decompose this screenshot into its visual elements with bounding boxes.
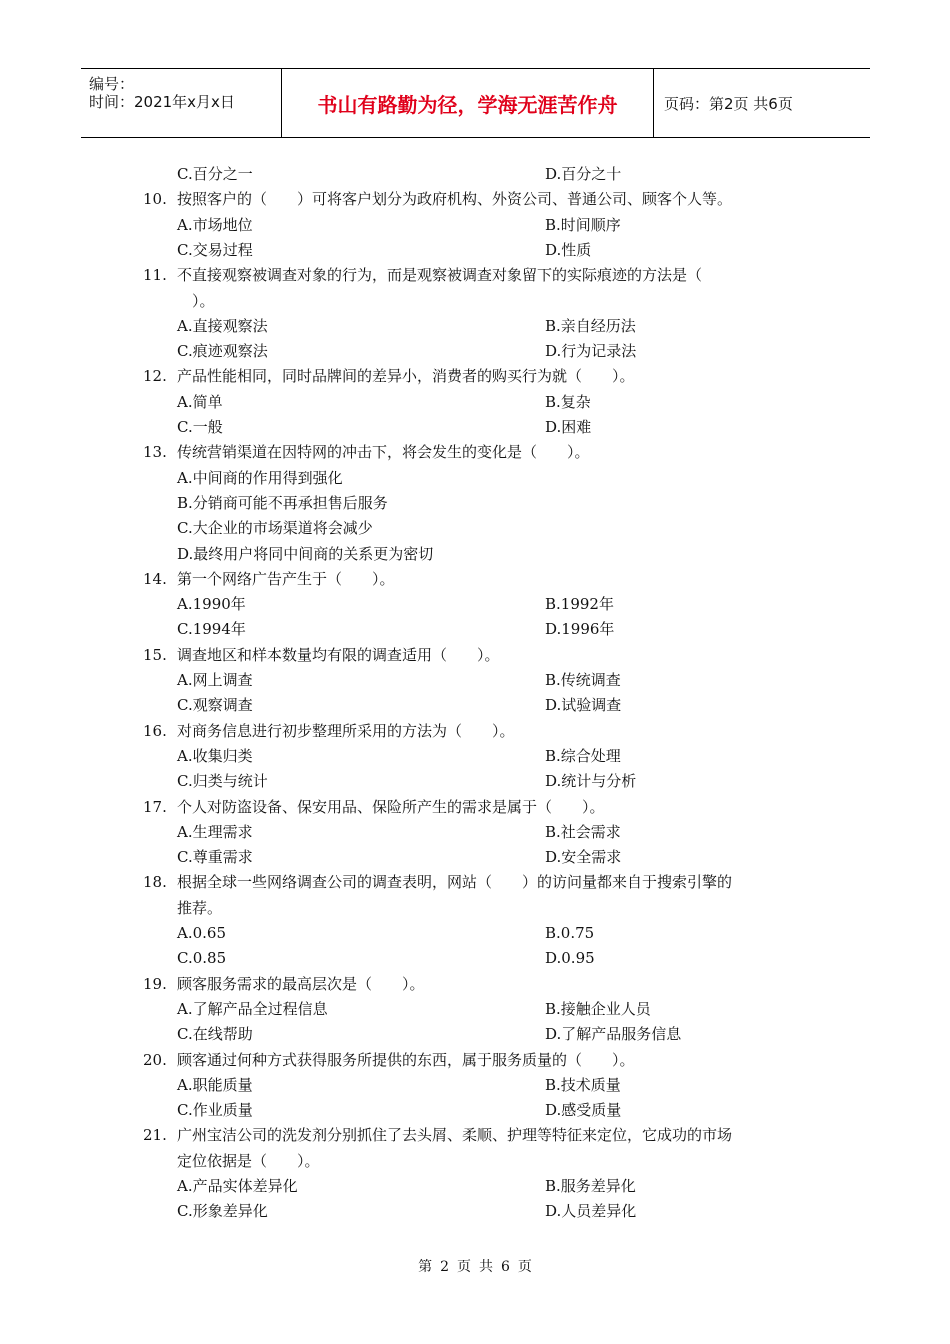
question-number: 18. — [143, 873, 167, 892]
option: A.简单 — [177, 392, 223, 411]
question-line — [0, 719, 950, 744]
question-line — [0, 643, 950, 668]
option-row — [0, 921, 950, 946]
question-line — [0, 567, 950, 592]
question-text: 传统营销渠道在因特网的冲击下，将会发生的变化是（ ）。 — [177, 443, 590, 462]
option: A.市场地位 — [177, 215, 253, 234]
question-line — [0, 795, 950, 820]
footer-ye: 页 — [457, 1259, 471, 1275]
question-text: 个人对防盗设备、保安用品、保险所产生的需求是属于（ ）。 — [177, 797, 605, 816]
option: B.社会需求 — [545, 822, 621, 841]
option: C.尊重需求 — [177, 848, 253, 867]
option-row — [0, 390, 950, 415]
question-line — [0, 289, 950, 314]
option-row — [0, 820, 950, 845]
option: C.一般 — [177, 418, 223, 436]
question-text: 不直接观察被调查对象的行为，而是观察被调查对象留下的实际痕迹的方法是（ — [177, 266, 703, 285]
option: D.困难 — [545, 418, 592, 436]
question-number: 15. — [143, 645, 167, 664]
option: A.了解产品全过程信息 — [177, 999, 328, 1018]
option-row — [0, 542, 950, 567]
option-row — [0, 1022, 950, 1047]
question-text: ）。 — [177, 291, 215, 310]
option-row — [0, 693, 950, 718]
option-row — [0, 339, 950, 364]
option-row — [0, 845, 950, 870]
option-row — [0, 314, 950, 339]
question-number: 21. — [143, 1126, 167, 1145]
footer-page: 2 — [440, 1259, 449, 1275]
header-page-label: 页码：第2页 共6页 — [664, 94, 793, 113]
option: D.安全需求 — [545, 848, 622, 867]
option: A.网上调查 — [177, 671, 253, 689]
option: D.行为记录法 — [545, 342, 637, 361]
option: D.最终用户将同中间商的关系更为密切 — [177, 544, 434, 563]
option: B.技术质量 — [545, 1075, 621, 1094]
time-label: 时间：2021年x月x日 — [89, 93, 235, 111]
option: D.人员差异化 — [545, 1202, 637, 1221]
question-text: 按照客户的（ ）可将客户划分为政府机构、外资公司、普通公司、顾客个人等。 — [177, 190, 733, 209]
option: B.复杂 — [545, 392, 591, 411]
question-number: 12. — [143, 367, 167, 386]
question-line — [0, 870, 950, 895]
option: A.1990年 — [177, 595, 246, 614]
option-row — [0, 1073, 950, 1098]
option-row — [0, 997, 950, 1022]
option: D.性质 — [545, 240, 592, 259]
question-text: 顾客通过何种方式获得服务所提供的东西，属于服务质量的（ ）。 — [177, 1050, 635, 1069]
question-text: 顾客服务需求的最高层次是（ ）。 — [177, 974, 425, 993]
option: C.归类与统计 — [177, 772, 268, 791]
option-row — [0, 213, 950, 238]
option: B.传统调查 — [545, 671, 621, 689]
footer-gong: 共 — [479, 1259, 493, 1275]
question-number: 17. — [143, 797, 167, 816]
question-number: 20. — [143, 1050, 167, 1069]
question-number: 14. — [143, 569, 167, 588]
question-text: 广州宝洁公司的洗发剂分别抓住了去头屑、柔顺、护理等特征来定位，它成功的市场 — [177, 1126, 733, 1145]
option-row — [0, 1199, 950, 1224]
option: B.服务差异化 — [545, 1177, 636, 1195]
footer-di: 第 — [418, 1259, 433, 1275]
option: A.生理需求 — [177, 822, 253, 841]
question-line — [0, 1123, 950, 1148]
question-number: 10. — [143, 190, 167, 209]
question-text: 定位依据是（ ）。 — [177, 1151, 320, 1170]
option-row — [0, 466, 950, 491]
option: D.试验调查 — [545, 696, 622, 715]
option-d: D.百分之十 — [545, 165, 622, 183]
option: C.痕迹观察法 — [177, 342, 268, 361]
option: D.感受质量 — [545, 1101, 622, 1120]
option: C.作业质量 — [177, 1101, 253, 1120]
question-text: 调查地区和样本数量均有限的调查适用（ ）。 — [177, 645, 500, 664]
option: C.大企业的市场渠道将会减少 — [177, 519, 373, 538]
page-footer — [0, 1256, 950, 1276]
option: B.0.75 — [545, 924, 595, 942]
question-line — [0, 440, 950, 465]
header-meta — [81, 69, 282, 137]
option-row — [0, 946, 950, 971]
option-row — [0, 516, 950, 541]
question-number: 16. — [143, 721, 167, 740]
option: B.分销商可能不再承担售后服务 — [177, 493, 388, 512]
option: D.了解产品服务信息 — [545, 1025, 682, 1044]
option: A.职能质量 — [177, 1075, 253, 1094]
option-c: C.百分之一 — [177, 165, 253, 183]
question-line — [0, 187, 950, 212]
option: B.亲自经历法 — [545, 316, 636, 335]
page-header — [81, 68, 870, 138]
option: C.1994年 — [177, 620, 246, 639]
option: C.0.85 — [177, 949, 227, 968]
option: A.直接观察法 — [177, 316, 268, 335]
option: B.综合处理 — [545, 746, 621, 765]
question-line — [0, 896, 950, 921]
question-text: 产品性能相同，同时品牌间的差异小，消费者的购买行为就（ ）。 — [177, 367, 635, 386]
option: B.接触企业人员 — [545, 999, 651, 1018]
option-row — [0, 491, 950, 516]
question-number: 19. — [143, 974, 167, 993]
header-motto: 书山有路勤为径，学海无涯苦作舟 — [282, 69, 654, 137]
footer-ye2: 页 — [517, 1259, 532, 1275]
option: B.1992年 — [545, 595, 614, 614]
question-number: 13. — [143, 443, 167, 462]
option-row — [0, 238, 950, 263]
question-line — [0, 1048, 950, 1073]
option-row — [0, 1098, 950, 1123]
question-line — [0, 364, 950, 389]
option-row — [0, 592, 950, 617]
footer-total: 6 — [501, 1259, 510, 1275]
option: C.交易过程 — [177, 240, 253, 259]
question-line — [0, 263, 950, 288]
question-text: 对商务信息进行初步整理所采用的方法为（ ）。 — [177, 721, 515, 740]
question-text: 第一个网络广告产生于（ ）。 — [177, 569, 395, 588]
prev-options-row — [0, 162, 950, 187]
option: A.0.65 — [177, 924, 226, 942]
question-text: 根据全球一些网络调查公司的调查表明，网站（ ）的访问量都来自于搜索引擎的 — [177, 873, 733, 892]
option: D.1996年 — [545, 620, 615, 639]
option-row — [0, 744, 950, 769]
code-label: 编号： — [89, 75, 135, 93]
option: D.0.95 — [545, 949, 595, 968]
option-row — [0, 769, 950, 794]
question-line — [0, 972, 950, 997]
option: C.在线帮助 — [177, 1025, 253, 1044]
option: A.产品实体差异化 — [177, 1177, 298, 1195]
option: D.统计与分析 — [545, 772, 637, 791]
option: A.收集归类 — [177, 746, 253, 765]
option: C.观察调查 — [177, 696, 253, 715]
option-row — [0, 1174, 950, 1199]
option-row — [0, 617, 950, 642]
option-row — [0, 415, 950, 440]
option: C.形象差异化 — [177, 1202, 268, 1221]
question-line — [0, 1149, 950, 1174]
option: B.时间顺序 — [545, 215, 621, 234]
option: A.中间商的作用得到强化 — [177, 468, 343, 487]
option-row — [0, 668, 950, 693]
question-number: 11. — [143, 266, 167, 285]
question-text: 推荐。 — [177, 898, 223, 917]
